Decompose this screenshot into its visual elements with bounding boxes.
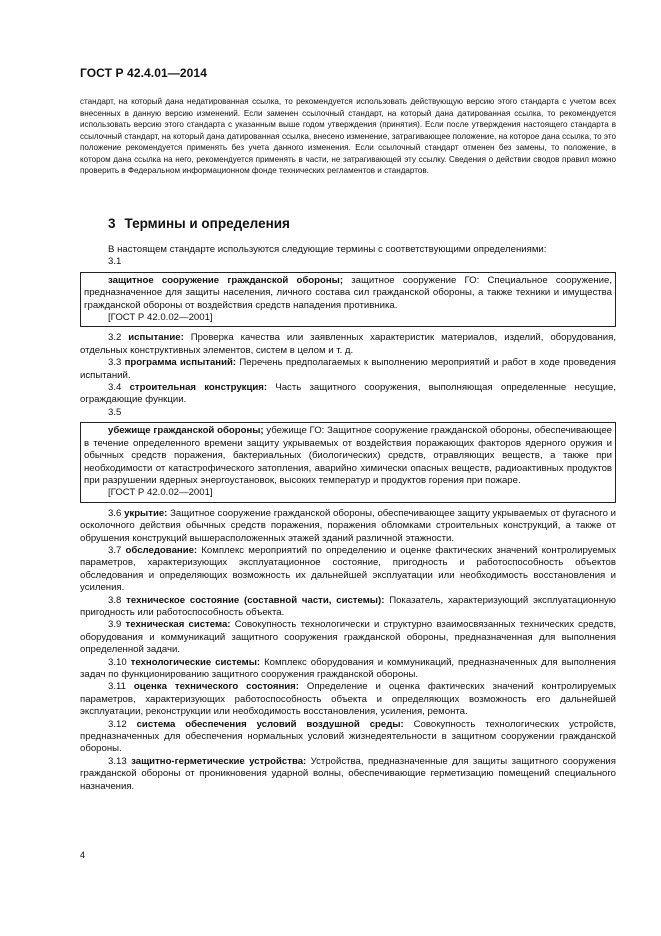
term-name: защитное сооружение гражданской обороны; <box>108 274 344 286</box>
term-reference: [ГОСТ Р 42.0.02—2001] <box>108 312 213 324</box>
term-name: испытание: <box>128 332 184 344</box>
term-entry-3-5 <box>84 425 612 487</box>
term-name: строительная конструкция: <box>129 382 268 394</box>
term-number: 3.3 <box>108 357 122 369</box>
term-definition: защитное сооружение ГО: Специальное сооружение, предназначенное для защиты населения, личного состава сил гражданской обороны, а также техники и имущества гражданской обороны от воздействия средств нападения противника. <box>84 274 613 311</box>
term-number: 3.9 <box>108 619 122 631</box>
term-name: технологические системы: <box>130 656 261 668</box>
term-definition: Совокупность технологически и структурно взаимосвязанных технических средств, оборудования и коммуникаций защитного сооружения гражданской обороны, предназначенная для выполнения определенной задачи. <box>80 619 616 656</box>
term-definition: Защитное сооружение гражданской обороны, обеспечивающее защиту укрываемых от фугасного и осколочного действия обычных средств поражения, поражения обломками строительных конструкций, а также от обрушения конструкций вышерасположенных этажей зданий различной этажности. <box>80 507 616 544</box>
term-number: 3.13 <box>108 755 127 767</box>
term-name: обследование: <box>125 544 198 556</box>
term-entry-3-1 <box>84 275 612 312</box>
term-number: 3.6 <box>108 507 122 519</box>
term-entry-3-3 <box>80 357 616 382</box>
term-definition: Часть защитного сооружения, выполняющая определенные несущие, ограждающие функции. <box>80 382 616 406</box>
term-definition: Показатель, характеризующий эксплуатационную пригодность или работоспособность объекта. <box>80 594 616 618</box>
term-entry-3-13 <box>80 756 616 793</box>
term-number: 3.11 <box>108 681 126 693</box>
term-number: 3.8 <box>108 594 122 606</box>
term-definition: Комплекс мероприятий по определению и оценке фактических значений контролируемых параметров, характеризующих эксплуатационное состояние, пригодность и работоспособность объектов обследования и определяющих возможность их дальнейшей эксплуатации или необходимость восстановления и усиления. <box>80 544 616 594</box>
term-name: система обеспечения условий воздушной среды: <box>136 718 404 730</box>
term-entry-3-4 <box>80 382 616 407</box>
term-entry-3-7 <box>80 545 616 595</box>
term-entry-3-12 <box>80 719 616 756</box>
section-title: Термины и определения <box>124 216 290 231</box>
term-name: защитно-герметические устройства: <box>131 755 307 767</box>
term-box-3-1 <box>80 272 616 328</box>
term-name: техническая система: <box>125 619 231 631</box>
term-number: 3.2 <box>108 332 122 344</box>
intro-paragraph: стандарт, на который дана недатированная ссылка, то рекомендуется использовать действующую версию этого стандарта с учетом всех внесенных в данную версию изменений. Если заменен ссылочный стандарт, на который дана датированная ссылка, то рекомендуется использовать версию этого стандарта с указанным выше годом утверждения (принятия). Если после утверждения настоящего стандарта в ссылочный стандарт, на который дана датированная ссылка, внесено изменение, затрагивающее положение, на которое дана ссылка, то это положение рекомендуется применять без учета данного изменения. Если ссылочный стандарт отменен без замены, то положение, в котором дана ссылка на него, рекомендуется применять в части, не затрагивающей эту ссылку. Сведения о действии сводов правил можно проверить в Федеральном информационном фонде технических регламентов и стандартов. <box>80 97 616 175</box>
term-name: укрытие: <box>124 507 168 519</box>
term-definition: Совокупность технологических устройств, предназначенных для обеспечения нормальных условий жизнедеятельности в защитном сооружении гражданской обороны. <box>80 718 616 755</box>
section-heading <box>108 216 290 231</box>
term-box-3-5 <box>80 422 616 502</box>
term-number: 3.10 <box>108 656 127 668</box>
term-entry-3-2 <box>80 332 616 357</box>
term-number: 3.5 <box>108 406 122 418</box>
term-number: 3.12 <box>108 718 127 730</box>
term-name: техническое состояние (составной части, системы): <box>126 594 385 606</box>
term-definition: Устройства, предназначенные для защиты защитного сооружения гражданской обороны от проникновения ударной волны, обеспечивающие герметизацию помещений специального назначения. <box>80 755 616 792</box>
lead-in: В настоящем стандарте используются следующие термины с соответствующими определениями: <box>108 244 547 255</box>
term-entry-3-8 <box>80 595 616 620</box>
term-name: программа испытаний: <box>124 357 237 369</box>
term-name: убежище гражданской обороны; <box>108 425 264 437</box>
term-entry-3-11 <box>80 681 616 718</box>
term-definition: Перечень предполагаемых к выполнению мероприятий и работ в ходе проведения испытаний. <box>80 357 616 381</box>
page-number: 4 <box>80 850 86 860</box>
term-definition: Проверка качества или заявленных характеристик материалов, изделий, оборудования, отдельных конструктивных элементов, систем в целом и т. д. <box>80 332 616 356</box>
term-entry-3-6 <box>80 508 616 545</box>
term-name: оценка технического состояния: <box>133 681 299 693</box>
term-definition: Комплекс оборудования и коммуникаций, предназначенных для выполнения задач по функционированию защитного сооружения гражданской обороны. <box>80 656 616 680</box>
term-definition: Определение и оценка фактических значений контролируемых параметров, характеризующих работоспособность объекта и определяющих возможность его дальнейшей эксплуатации, реконструкции или необходимость восстановления, усиления, ремонта. <box>80 681 616 718</box>
term-number: 3.4 <box>108 382 122 394</box>
term-number: 3.1 <box>108 256 122 268</box>
term-reference: [ГОСТ Р 42.0.02—2001] <box>108 487 213 499</box>
term-definition: убежище ГО: Защитное сооружение гражданской обороны, обеспечивающее в течение определенного времени защиту укрываемых от воздействия поражающих факторов ядерного оружия и обычных средств поражения, бактериальных (биологических) средств, отравляющих веществ, а также при необходимости от катастрофического затопления, аварийно химически опасных веществ, радиоактивных продуктов при разрушении ядерных энергоустановок, высоких температур и продуктов горения при пожаре. <box>84 425 612 486</box>
terms-body <box>80 244 616 793</box>
term-entry-3-10 <box>80 657 616 682</box>
term-number: 3.7 <box>108 544 122 556</box>
document-header: ГОСТ Р 42.4.01—2014 <box>80 66 207 80</box>
term-entry-3-9 <box>80 619 616 656</box>
section-number: 3 <box>108 216 116 231</box>
